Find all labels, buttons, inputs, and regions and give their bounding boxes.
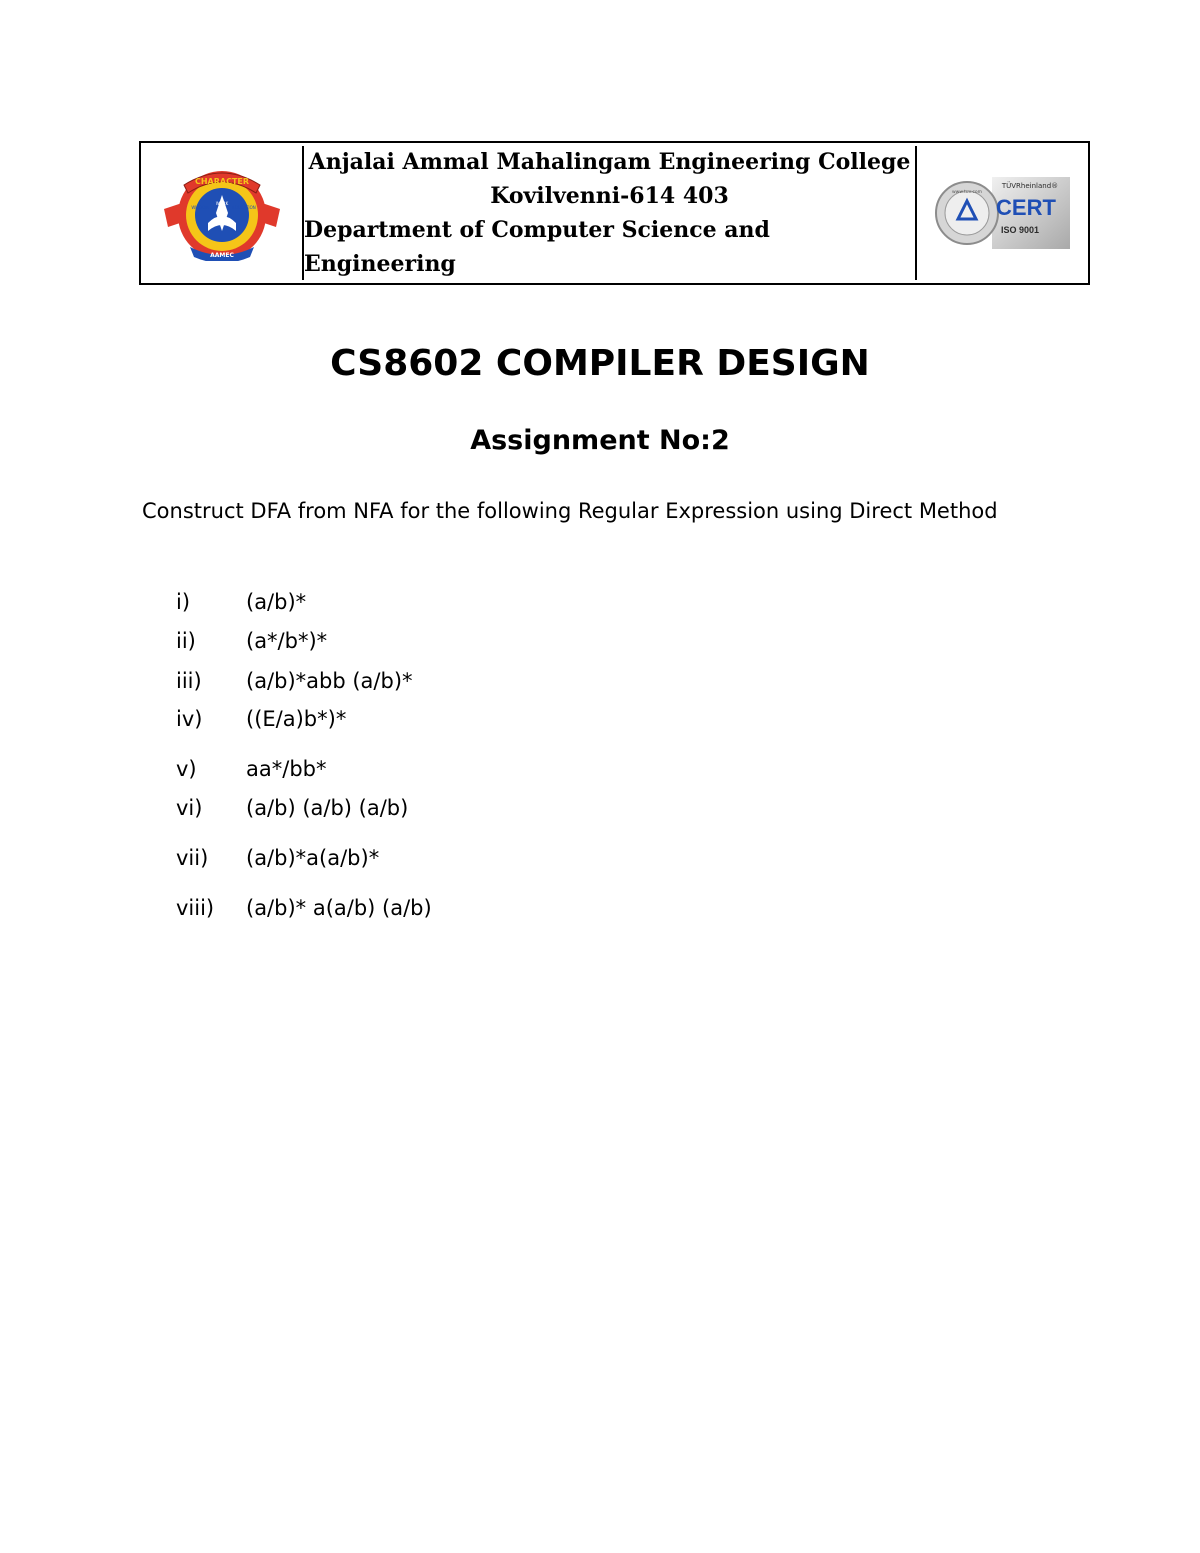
tuv-cert-icon bbox=[934, 173, 1072, 253]
question-number: vi) bbox=[176, 796, 203, 820]
crest-ribbon-right-text: EDUCATION bbox=[231, 205, 256, 210]
header-center bbox=[304, 143, 915, 283]
question-expression: (a/b)* a(a/b) (a/b) bbox=[246, 896, 432, 920]
course-title: CS8602 COMPILER DESIGN bbox=[330, 343, 870, 384]
question-number: i) bbox=[176, 590, 191, 614]
header-table bbox=[139, 141, 1090, 285]
cert-label: CERT bbox=[995, 195, 1056, 220]
crest-inner-text: WORK bbox=[215, 201, 228, 206]
college-crest-icon bbox=[160, 165, 284, 261]
college-name: Anjalai Ammal Mahalingam Engineering College bbox=[308, 149, 911, 175]
crest-banner-top-text: CHARACTER bbox=[194, 177, 249, 186]
question-number: vii) bbox=[176, 846, 209, 870]
assignment-number: Assignment No:2 bbox=[470, 425, 730, 456]
instruction-text: Construct DFA from NFA for the following Regular Expression using Direct Method bbox=[142, 499, 998, 523]
question-number: iii) bbox=[176, 669, 202, 693]
question-number: v) bbox=[176, 757, 197, 781]
question-expression: ((E/a)b*)* bbox=[246, 707, 347, 731]
question-expression: (a/b) (a/b) (a/b) bbox=[246, 796, 409, 820]
crest-ribbon-left-text: WISDOM bbox=[190, 205, 209, 210]
college-address: Kovilvenni-614 403 bbox=[490, 183, 729, 209]
question-number: viii) bbox=[176, 896, 215, 920]
cert-standard: ISO 9001 bbox=[1000, 225, 1039, 235]
cert-seal-inner bbox=[945, 191, 989, 235]
crest-banner-bottom-text: AAMEC bbox=[209, 252, 234, 259]
question-expression: (a*/b*)* bbox=[246, 629, 328, 653]
question-expression: (a/b)*abb (a/b)* bbox=[246, 669, 413, 693]
question-expression: (a/b)* bbox=[246, 590, 307, 614]
cert-seal-text: www.tuv.com bbox=[951, 190, 982, 195]
logo-cell bbox=[141, 143, 302, 283]
question-number: iv) bbox=[176, 707, 203, 731]
question-expression: aa*/bb* bbox=[246, 757, 327, 781]
question-expression: (a/b)*a(a/b)* bbox=[246, 846, 380, 870]
cert-brand: TÜVRheinland® bbox=[1001, 182, 1058, 190]
department-name: Department of Computer Science and Engineering bbox=[304, 217, 770, 277]
cert-cell bbox=[917, 143, 1088, 283]
question-number: ii) bbox=[176, 629, 196, 653]
